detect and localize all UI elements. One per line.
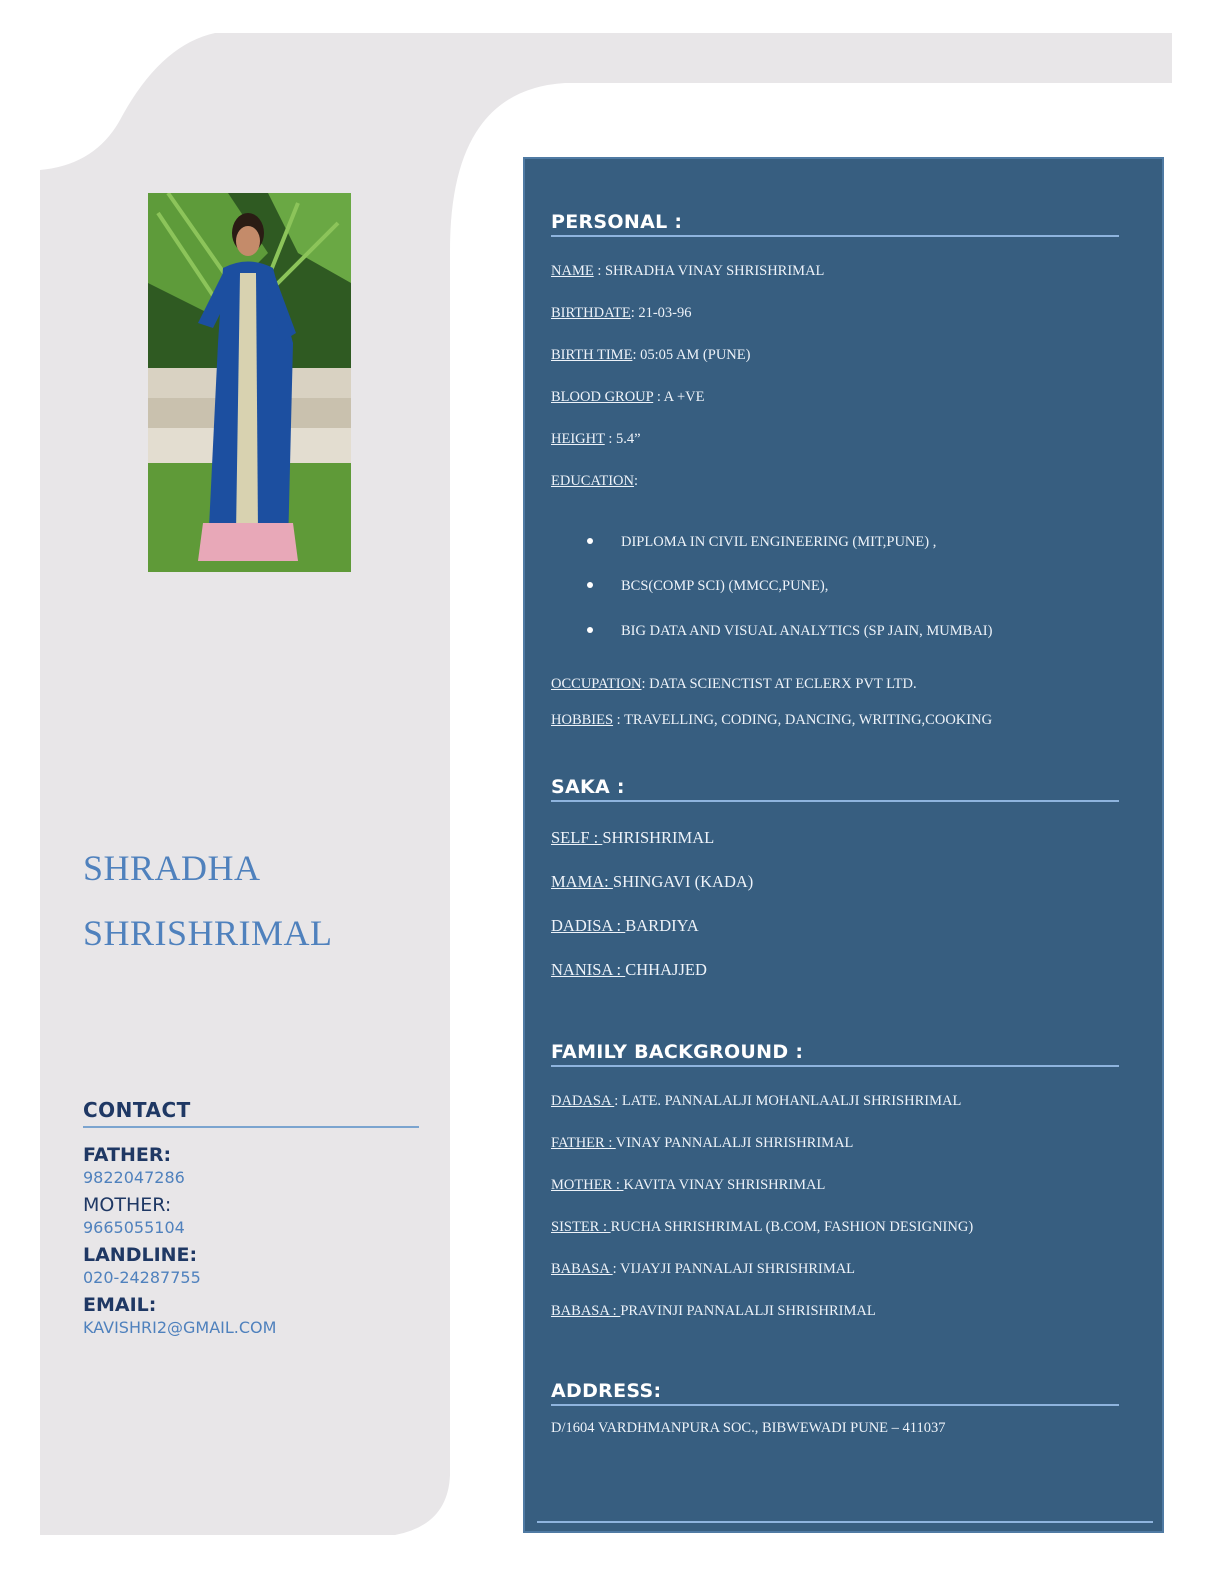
hobbies-row: [551, 712, 992, 729]
height-row: [551, 431, 641, 448]
mother-contact-value: 9665055104: [83, 1218, 185, 1237]
occupation-value: : DATA SCIENCTIST AT ECLERX PVT LTD.: [641, 676, 917, 692]
family-mother-key: MOTHER :: [551, 1177, 624, 1193]
education-item: [587, 534, 936, 551]
family-father-key: FATHER :: [551, 1135, 616, 1151]
education-key: EDUCATION: [551, 473, 634, 489]
blood-group-key: BLOOD GROUP: [551, 389, 654, 405]
family-sister-value: RUCHA SHRISHRIMAL (B.COM, FASHION DESIGNING): [610, 1219, 974, 1235]
blood-group-value: : A +VE: [653, 389, 705, 405]
family-mother-value: KAVITA VINAY SHRISHRIMAL: [623, 1177, 826, 1193]
family-mother-row: [551, 1177, 825, 1194]
address-text: D/1604 VARDHMANPURA SOC., BIBWEWADI PUNE – 411037: [551, 1420, 946, 1436]
education-value: :: [633, 473, 638, 489]
saka-mama-key: MAMA:: [551, 872, 613, 891]
saka-nanisa-key: NANISA :: [551, 960, 626, 979]
occupation-row: [551, 676, 917, 693]
last-name: SHRISHRIMAL: [83, 913, 333, 953]
education-item-text: DIPLOMA IN CIVIL ENGINEERING (MIT,PUNE) ,: [621, 534, 937, 550]
details-panel: [523, 157, 1164, 1533]
saka-mama-value: SHINGAVI (KADA): [612, 872, 754, 891]
birthtime-row: [551, 347, 750, 364]
saka-self-value: SHRISHRIMAL: [602, 828, 715, 847]
education-row: [551, 473, 638, 490]
bullet-icon: [587, 538, 593, 544]
email-value: KAVISHRI2@GMAIL.COM: [83, 1318, 277, 1337]
family-babasa-value: : VIJAYJI PANNALAJI SHRISHRIMAL: [612, 1261, 856, 1277]
family-babasa-value: PRAVINJI PANNALALJI SHRISHRIMAL: [620, 1303, 876, 1319]
saka-dadisa-row: [551, 916, 699, 936]
birthtime-value: : 05:05 AM (PUNE): [632, 347, 751, 363]
personal-title: PERSONAL :: [551, 211, 1119, 237]
saka-self-row: [551, 828, 714, 848]
mother-contact-label: MOTHER:: [83, 1194, 172, 1216]
family-dadasa-value: : LATE. PANNALALJI MOHANLAALJI SHRISHRIMAL: [614, 1093, 962, 1109]
birthtime-key: BIRTH TIME: [551, 347, 633, 363]
family-sister-key: SISTER :: [551, 1219, 611, 1235]
bullet-icon: [587, 582, 593, 588]
family-sister-row: [551, 1219, 973, 1236]
education-item-text: BCS(COMP SCI) (MMCC,PUNE),: [621, 578, 829, 594]
email-label: EMAIL:: [83, 1294, 157, 1316]
landline-label: LANDLINE:: [83, 1244, 198, 1266]
blood-group-row: [551, 389, 704, 406]
name-row: [551, 263, 824, 280]
education-item-text: BIG DATA AND VISUAL ANALYTICS (SP JAIN, MUMBAI): [621, 623, 993, 639]
birthdate-key: BIRTHDATE: [551, 305, 631, 321]
family-babasa-row: [551, 1261, 855, 1278]
bullet-icon: [587, 627, 593, 633]
saka-self-key: SELF :: [551, 828, 603, 847]
father-contact-value: 9822047286: [83, 1168, 185, 1187]
first-name: SHRADHA: [83, 848, 261, 888]
bottom-divider: [537, 1521, 1153, 1523]
father-contact-label: FATHER:: [83, 1144, 172, 1166]
name-value: : SHRADHA VINAY SHRISHRIMAL: [593, 263, 825, 279]
education-item: [587, 623, 992, 640]
family-dadasa-key: DADASA: [551, 1093, 615, 1109]
family-babasa-row: [551, 1303, 876, 1320]
birthdate-row: [551, 305, 692, 322]
family-dadasa-row: [551, 1093, 961, 1110]
candidate-name: [83, 836, 333, 966]
education-item: [587, 578, 828, 595]
saka-nanisa-value: CHHAJJED: [625, 960, 707, 979]
landline-value: 020-24287755: [83, 1268, 201, 1287]
saka-dadisa-value: BARDIYA: [625, 916, 699, 935]
saka-dadisa-key: DADISA :: [551, 916, 626, 935]
height-key: HEIGHT: [551, 431, 605, 447]
contact-section: [83, 1098, 419, 1338]
birthdate-value: : 21-03-96: [630, 305, 692, 321]
family-father-value: VINAY PANNALALJI SHRISHRIMAL: [615, 1135, 854, 1151]
hobbies-key: HOBBIES: [551, 712, 614, 728]
contact-title: CONTACT: [83, 1098, 419, 1128]
height-value: : 5.4”: [604, 431, 641, 447]
family-babasa-key: BABASA :: [551, 1303, 621, 1319]
hobbies-value: : TRAVELLING, CODING, DANCING, WRITING,COOKING: [613, 712, 993, 728]
name-key: NAME: [551, 263, 594, 279]
saka-mama-row: [551, 872, 753, 892]
family-father-row: [551, 1135, 853, 1152]
family-babasa-key: BABASA: [551, 1261, 613, 1277]
profile-photo: [148, 193, 351, 572]
saka-nanisa-row: [551, 960, 707, 980]
address-title: ADDRESS:: [551, 1380, 1119, 1406]
family-title: FAMILY BACKGROUND :: [551, 1041, 1119, 1067]
occupation-key: OCCUPATION: [551, 676, 642, 692]
saka-title: SAKA :: [551, 776, 1119, 802]
